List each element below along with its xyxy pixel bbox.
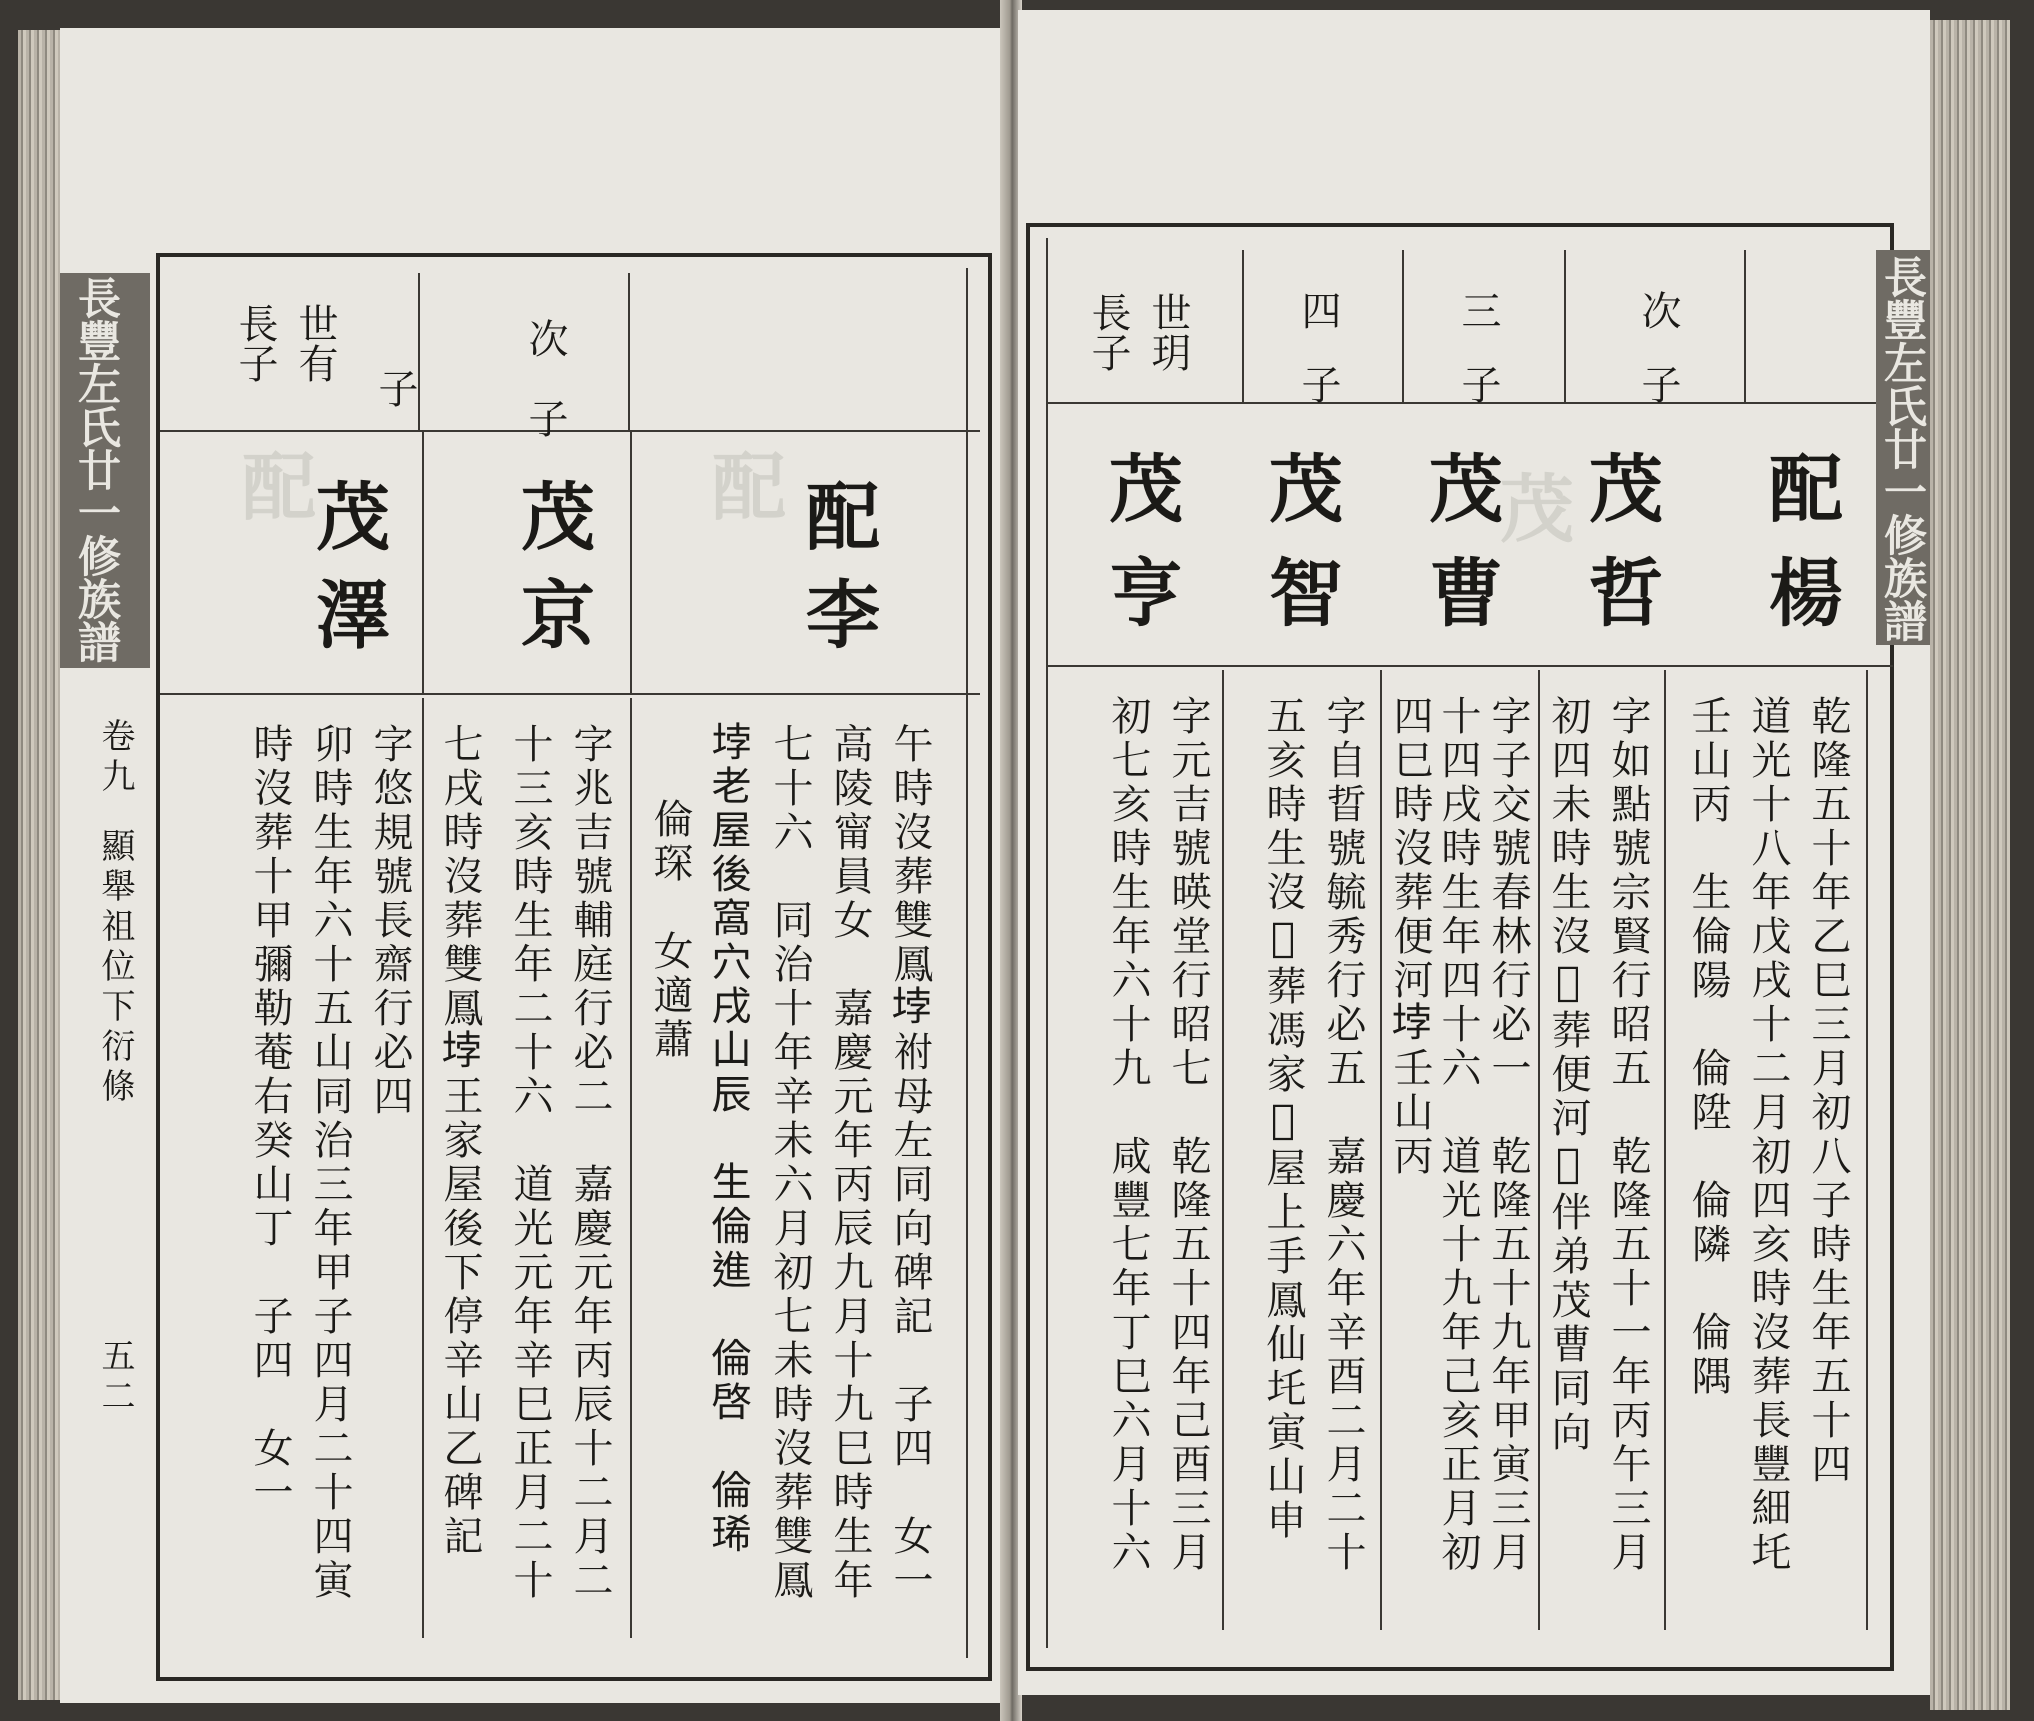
entry-name: 茂澤 bbox=[304, 478, 390, 674]
header-cell: 次子 bbox=[1635, 290, 1681, 438]
right-page bbox=[1018, 10, 1930, 1695]
header-divider bbox=[1564, 250, 1566, 402]
bleed-through: 茂 bbox=[1488, 470, 1574, 544]
entry-text: 倫琛 女適蕭 bbox=[647, 798, 693, 1062]
entry-name: 茂智 bbox=[1257, 450, 1343, 658]
header-cell: 三子 bbox=[1455, 290, 1501, 438]
column-divider bbox=[1380, 670, 1382, 1630]
header-divider bbox=[1242, 250, 1244, 402]
column-divider bbox=[422, 430, 424, 695]
bleed-through: 配 bbox=[230, 448, 316, 522]
page-number: 五二 bbox=[95, 1338, 135, 1418]
entry-name: 配楊 bbox=[1757, 450, 1843, 658]
right-book-edge bbox=[1930, 20, 2010, 1710]
entry-text: 字自晢號毓秀行必五 嘉慶六年辛酉二月二十 bbox=[1320, 695, 1366, 1575]
column-divider bbox=[630, 698, 632, 1638]
header-rule bbox=[160, 430, 980, 432]
header-divider bbox=[1744, 250, 1746, 402]
entry-text: 道光十八年戊戌十二月初四亥時沒葬長豐細圫 bbox=[1745, 695, 1791, 1575]
entry-text: 字子交號春林行必一 乾隆五十九年甲寅三月 bbox=[1485, 695, 1531, 1575]
left-page bbox=[60, 28, 1005, 1703]
name-rule bbox=[1048, 665, 1893, 667]
entry-text: 卯時生年六十五山同治三年甲子四月二十四寅 bbox=[307, 723, 353, 1603]
entry-text: 初四未時生沒𨳩葬便河𡋯伴弟茂曹同向 bbox=[1545, 695, 1591, 1455]
section-label: 顯舉祖位下衍條 bbox=[95, 828, 135, 1108]
entry-text: 高陵甯員女 嘉慶元年丙辰九月十九巳時生年 bbox=[827, 723, 873, 1603]
entry-text: 字兆吉號輔庭行必二 嘉慶元年丙辰十二月二 bbox=[567, 723, 613, 1603]
entry-text: 初七亥時生年六十九 咸豐七年丁巳六月十六 bbox=[1105, 695, 1151, 1575]
entry-text: 午時沒葬雙鳳𡋯祔母左同向碑記 子四 女一 bbox=[887, 723, 933, 1603]
entry-text: 四巳時沒葬便河𡋯壬山丙 bbox=[1387, 695, 1433, 1179]
entry-name: 茂曹 bbox=[1417, 450, 1503, 658]
entry-name: 茂哲 bbox=[1577, 450, 1663, 658]
column-divider bbox=[1222, 670, 1224, 1630]
header-divider bbox=[1402, 250, 1404, 402]
header-cell: 世有 bbox=[292, 303, 338, 383]
entry-name: 茂京 bbox=[509, 478, 595, 674]
column-divider bbox=[1866, 670, 1868, 1630]
entry-text: 乾隆五十年乙巳三月初八子時生年五十四 bbox=[1805, 695, 1851, 1487]
entry-text: 五亥時生沒𨳩葬馮家𡋯屋上手鳳仙圫寅山申 bbox=[1260, 695, 1306, 1543]
entry-text: 十三亥時生年二十六 道光元年辛巳正月二十 bbox=[507, 723, 553, 1603]
entry-text: 字元吉號暎堂行昭七 乾隆五十四年己酉三月 bbox=[1165, 695, 1211, 1575]
header-cell: 世玥 bbox=[1145, 292, 1191, 372]
header-divider bbox=[418, 273, 420, 430]
entry-text: 字悠規號長齋行必四 bbox=[367, 723, 413, 1119]
header-divider bbox=[628, 273, 630, 430]
entry-name: 配李 bbox=[794, 478, 880, 674]
header-cell: 長子 bbox=[1085, 292, 1131, 372]
entry-text: 壬山丙 生倫陽 倫陞 倫隣 倫隅 bbox=[1685, 695, 1731, 1399]
left-margin-title: 長豐左氏廿一修族譜 bbox=[71, 276, 121, 663]
frame-inner-line bbox=[966, 268, 968, 1658]
header-cell: 次子 bbox=[522, 318, 568, 478]
column-divider bbox=[1538, 670, 1540, 1630]
entry-text: 𡋯老屋後窩穴戌山辰 生倫進 倫啓 倫琋 bbox=[707, 723, 753, 1559]
entry-text: 十四戌時生年四十六 道光十九年己亥正月初 bbox=[1435, 695, 1481, 1575]
name-rule bbox=[160, 693, 980, 695]
header-cell: 子 bbox=[372, 368, 418, 408]
right-margin-title: 長豐左氏廿一修族譜 bbox=[1877, 255, 1927, 642]
header-cell: 長子 bbox=[232, 303, 278, 383]
frame-inner-line bbox=[1046, 238, 1048, 1648]
entry-name: 茂亨 bbox=[1097, 450, 1183, 658]
header-cell: 四子 bbox=[1295, 290, 1341, 438]
entry-text: 字如點號宗賢行昭五 乾隆五十一年丙午三月 bbox=[1605, 695, 1651, 1575]
entry-text: 七戌時沒葬雙鳳𡋯王家屋後下停辛山乙碑記 bbox=[437, 723, 483, 1559]
entry-text: 七十六 同治十年辛未六月初七未時沒葬雙鳳 bbox=[767, 723, 813, 1603]
bleed-through: 配 bbox=[700, 448, 786, 522]
volume-label: 卷九 bbox=[95, 718, 135, 798]
entry-text: 時沒葬十甲彌勒菴右癸山丁 子四 女一 bbox=[247, 723, 293, 1515]
column-divider bbox=[422, 698, 424, 1638]
column-divider bbox=[1664, 670, 1666, 1630]
column-divider bbox=[630, 430, 632, 695]
